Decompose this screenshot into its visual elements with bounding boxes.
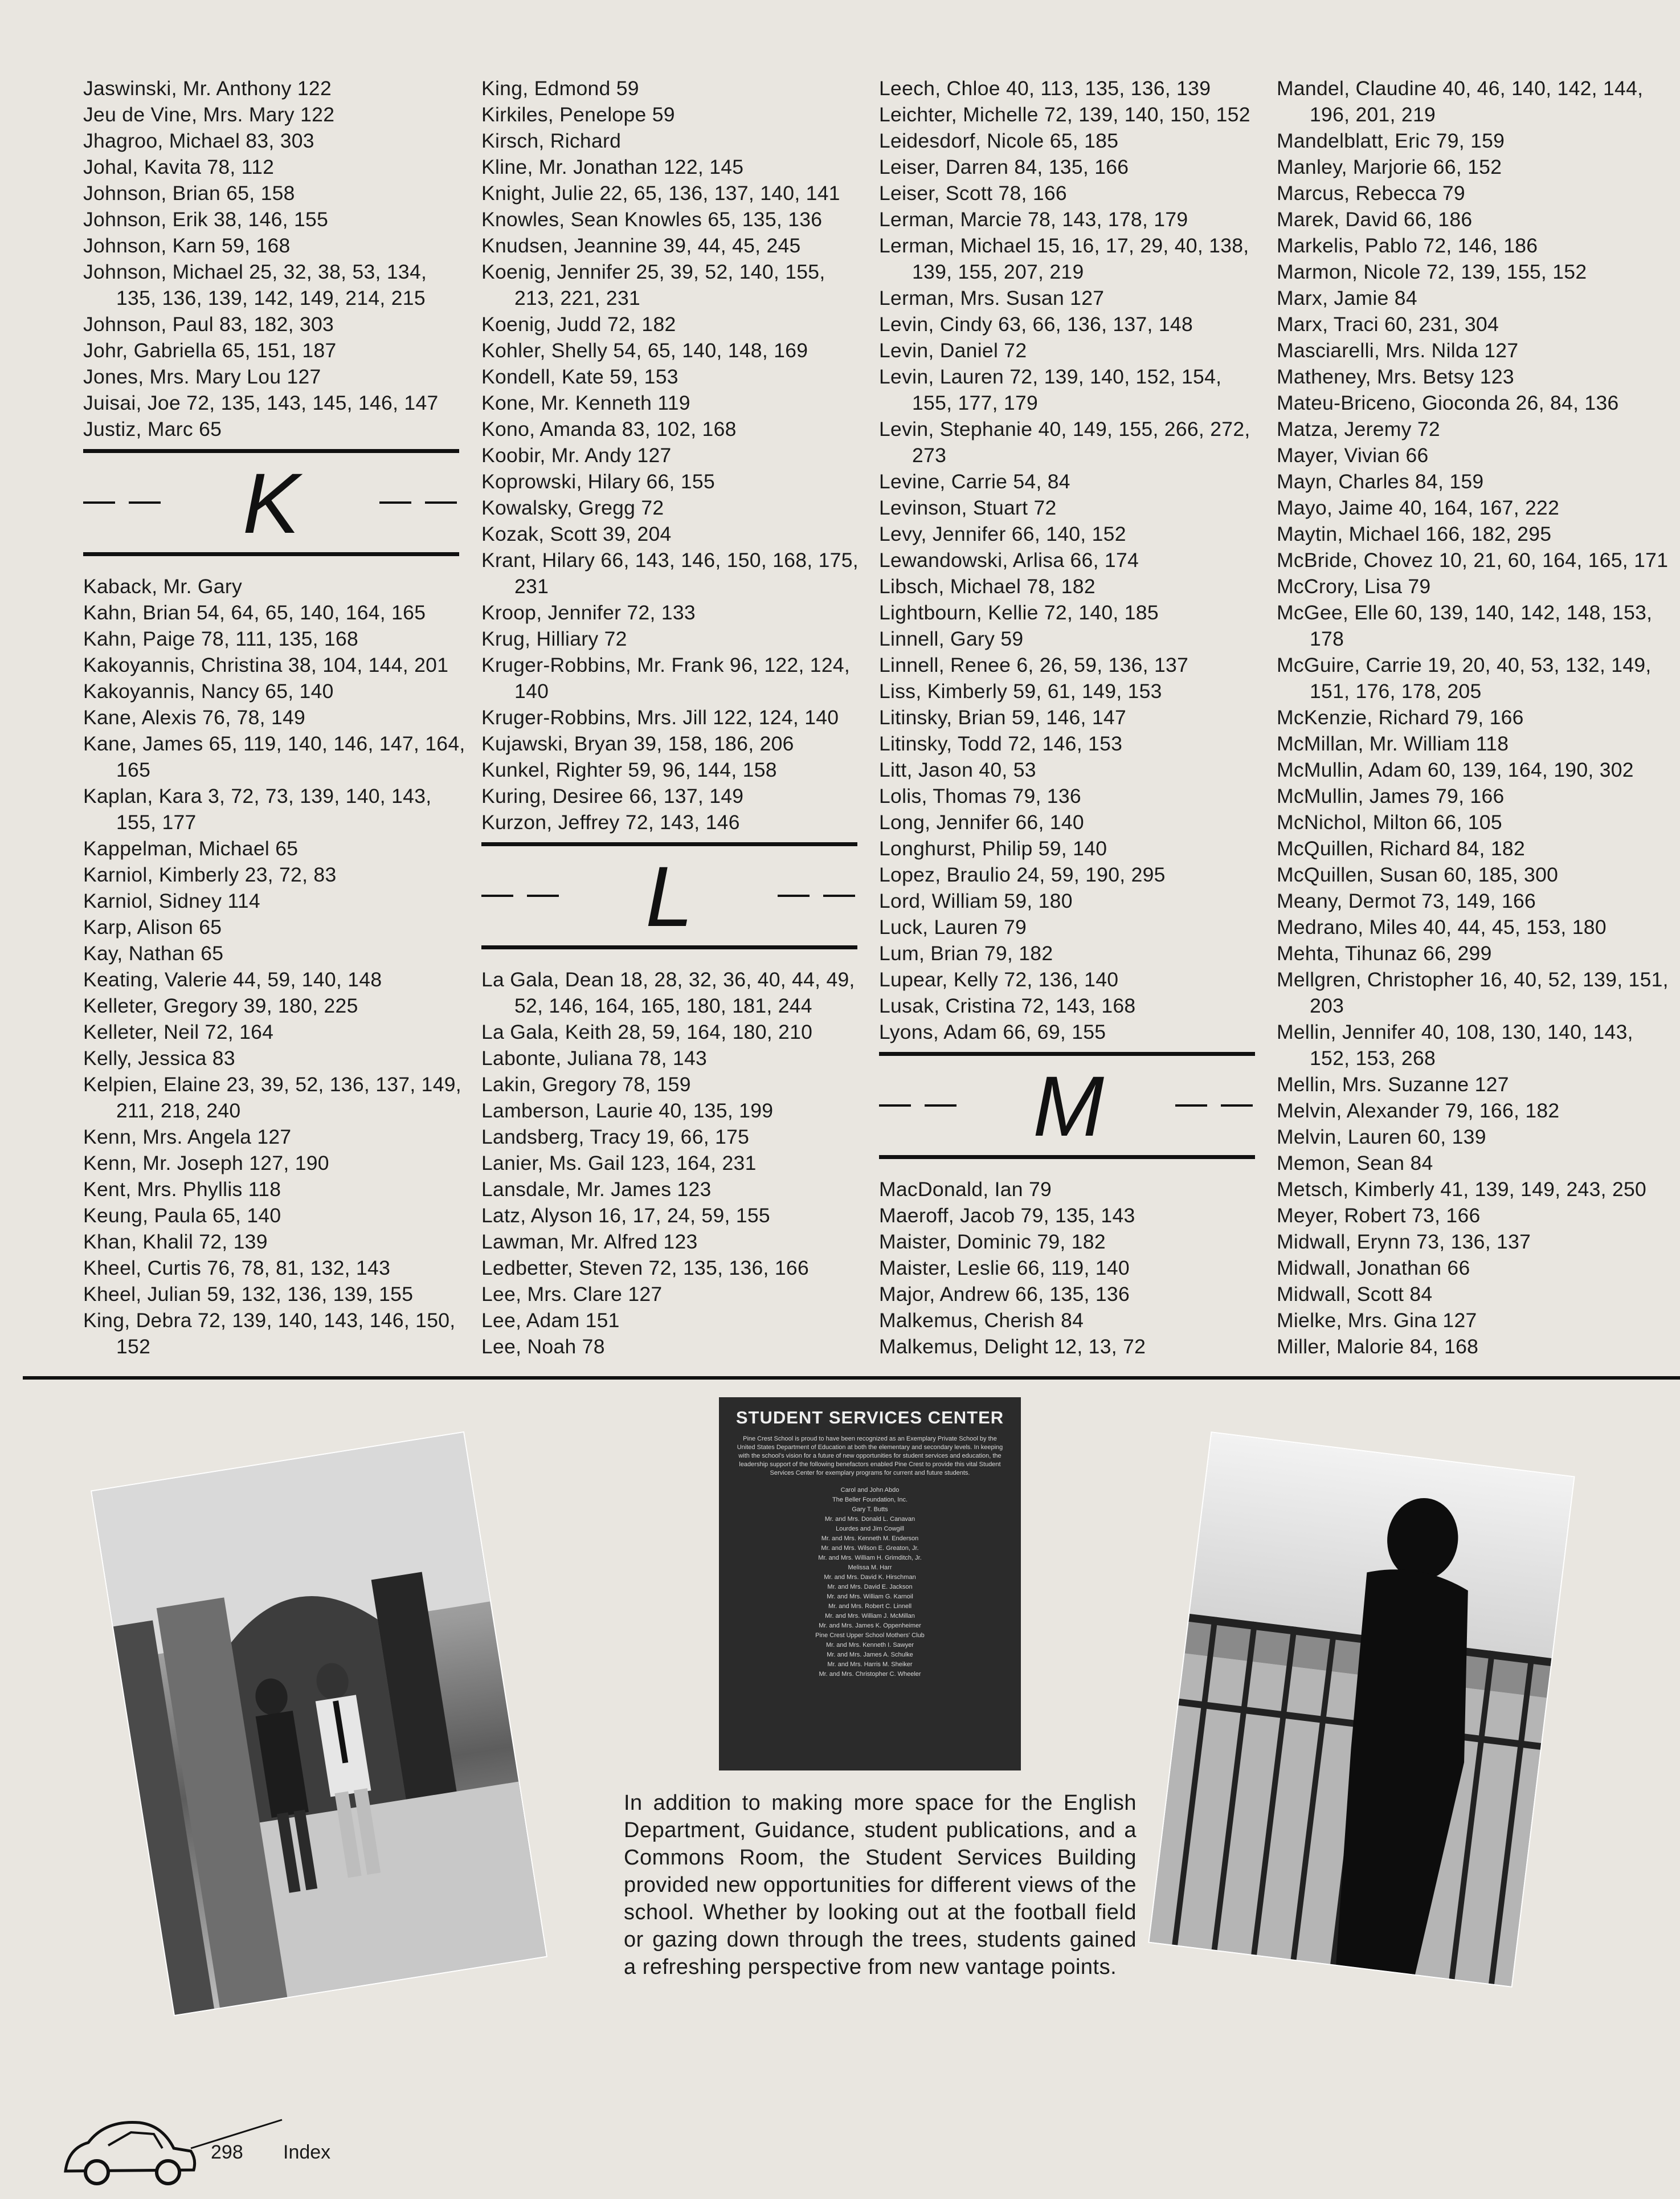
- car-logo-icon: [54, 2103, 293, 2188]
- index-entry: Matheney, Mrs. Betsy 123: [1277, 365, 1514, 388]
- index-entry: Mehta, Tihunaz 66, 299: [1277, 942, 1492, 965]
- index-entry: Krug, Hilliary 72: [481, 627, 627, 650]
- index-entry: Lusak, Cristina 72, 143, 168: [879, 994, 1136, 1017]
- index-entry: Koenig, Jennifer 25, 39, 52, 140, 155, 213, 221, 231: [481, 260, 825, 309]
- index-entry: Mayo, Jaime 40, 164, 167, 222: [1277, 496, 1560, 519]
- index-entry: Lerman, Michael 15, 16, 17, 29, 40, 138, 139, 155, 207, 219: [879, 234, 1249, 283]
- index-entry: Kay, Nathan 65: [83, 942, 224, 965]
- heading-dash: [823, 895, 855, 897]
- index-entry: Mayn, Charles 84, 159: [1277, 470, 1484, 493]
- index-entry: Marcus, Rebecca 79: [1277, 182, 1465, 205]
- index-entry: Keating, Valerie 44, 59, 140, 148: [83, 968, 382, 991]
- index-entry: Lolis, Thomas 79, 136: [879, 785, 1081, 807]
- index-entry: Knowles, Sean Knowles 65, 135, 136: [481, 208, 823, 231]
- index-column-2: [481, 75, 869, 1360]
- page-number: 298: [211, 2141, 243, 2163]
- entry-list: [83, 573, 471, 1360]
- index-entry: Karniol, Sidney 114: [83, 890, 260, 912]
- index-entry: Kane, Alexis 76, 78, 149: [83, 706, 306, 729]
- index-entry: Luck, Lauren 79: [879, 916, 1027, 939]
- heading-rule: [481, 842, 857, 846]
- index-entry: Johnson, Brian 65, 158: [83, 182, 295, 205]
- heading-dash: [481, 895, 513, 897]
- index-entry: Levin, Daniel 72: [879, 339, 1027, 362]
- entry-list: [1277, 75, 1670, 1360]
- index-entry: McGuire, Carrie 19, 20, 40, 53, 132, 149, 151, 176, 178, 205: [1277, 654, 1652, 703]
- index-entry: Kenn, Mrs. Angela 127: [83, 1125, 292, 1148]
- index-entry: Karniol, Kimberly 23, 72, 83: [83, 863, 337, 886]
- index-entry: Lansdale, Mr. James 123: [481, 1178, 712, 1201]
- benefactor-name: Mr. and Mrs. Robert C. Linnell: [828, 1603, 912, 1610]
- entry-list: [83, 75, 471, 442]
- benefactor-name: Mr. and Mrs. Kenneth M. Enderson: [821, 1535, 919, 1542]
- index-entry: Kujawski, Bryan 39, 158, 186, 206: [481, 732, 794, 755]
- heading-dash: [879, 1104, 911, 1107]
- index-entry: Longhurst, Philip 59, 140: [879, 837, 1107, 860]
- index-entry: Knight, Julie 22, 65, 136, 137, 140, 141: [481, 182, 840, 205]
- plaque-names: [719, 1486, 1021, 1679]
- index-entry: Johr, Gabriella 65, 151, 187: [83, 339, 337, 362]
- index-entry: Litinsky, Todd 72, 146, 153: [879, 732, 1123, 755]
- index-entry: Major, Andrew 66, 135, 136: [879, 1283, 1130, 1305]
- photo-students-walking: [92, 1433, 546, 2015]
- index-entry: Kruger-Robbins, Mr. Frank 96, 122, 124, 140: [481, 654, 851, 703]
- index-entry: Levin, Lauren 72, 139, 140, 152, 154, 155, 177, 179: [879, 365, 1222, 414]
- index-entry: La Gala, Keith 28, 59, 164, 180, 210: [481, 1021, 813, 1043]
- index-entry: Lightbourn, Kellie 72, 140, 185: [879, 601, 1159, 624]
- photo-student-at-railing: [1150, 1433, 1574, 1986]
- index-entry: Liss, Kimberly 59, 61, 149, 153: [879, 680, 1162, 703]
- index-entry: Labonte, Juliana 78, 143: [481, 1047, 708, 1070]
- index-entry: Kaback, Mr. Gary: [83, 575, 243, 598]
- benefactor-name: Gary T. Butts: [852, 1506, 888, 1513]
- index-entry: McGee, Elle 60, 139, 140, 142, 148, 153, 178: [1277, 601, 1653, 650]
- entry-list: [481, 966, 869, 1360]
- index-entry: Markelis, Pablo 72, 146, 186: [1277, 234, 1538, 257]
- benefactor-name: Mr. and Mrs. Kenneth I. Sawyer: [825, 1642, 914, 1649]
- index-entry: Levy, Jennifer 66, 140, 152: [879, 523, 1126, 545]
- index-entry: McKenzie, Richard 79, 166: [1277, 706, 1524, 729]
- benefactor-name: Mr. and Mrs. William J. McMillan: [825, 1613, 915, 1619]
- index-entry: Kelpien, Elaine 23, 39, 52, 136, 137, 149, 211, 218, 240: [83, 1073, 461, 1122]
- section-letter: L: [645, 848, 693, 944]
- index-entry: Kunkel, Righter 59, 96, 144, 158: [481, 758, 777, 781]
- letter-heading-m: [879, 1052, 1266, 1159]
- index-entry: Kelleter, Neil 72, 164: [83, 1021, 274, 1043]
- index-column-3: [879, 75, 1266, 1360]
- index-entry: Jhagroo, Michael 83, 303: [83, 129, 314, 152]
- index-entry: Meany, Dermot 73, 149, 166: [1277, 890, 1536, 912]
- index-entry: Khan, Khalil 72, 139: [83, 1230, 268, 1253]
- index-entry: Lee, Adam 151: [481, 1309, 620, 1332]
- index-entry: King, Debra 72, 139, 140, 143, 146, 150, 152: [83, 1309, 456, 1358]
- index-entry: Koobir, Mr. Andy 127: [481, 444, 672, 467]
- index-entry: Kruger-Robbins, Mrs. Jill 122, 124, 140: [481, 706, 839, 729]
- index-entry: Karp, Alison 65: [83, 916, 222, 939]
- index-entry: Kohler, Shelly 54, 65, 140, 148, 169: [481, 339, 808, 362]
- index-entry: Linnell, Renee 6, 26, 59, 136, 137: [879, 654, 1189, 676]
- index-entry: Marx, Jamie 84: [1277, 287, 1417, 309]
- index-entry: Latz, Alyson 16, 17, 24, 59, 155: [481, 1204, 770, 1227]
- section-letter: K: [242, 455, 300, 551]
- entry-list: [481, 75, 869, 835]
- index-entry: McNichol, Milton 66, 105: [1277, 811, 1502, 834]
- index-entry: Kheel, Julian 59, 132, 136, 139, 155: [83, 1283, 414, 1305]
- index-entry: Lord, William 59, 180: [879, 890, 1073, 912]
- index-entry: Kirkiles, Penelope 59: [481, 103, 675, 126]
- index-entry: Leidesdorf, Nicole 65, 185: [879, 129, 1119, 152]
- heading-dash: [83, 501, 115, 504]
- index-entry: Kono, Amanda 83, 102, 168: [481, 418, 737, 440]
- index-entry: Libsch, Michael 78, 182: [879, 575, 1096, 598]
- index-entry: Matza, Jeremy 72: [1277, 418, 1440, 440]
- index-entry: Manley, Marjorie 66, 152: [1277, 156, 1502, 178]
- benefactor-name: Mr. and Mrs. David E. Jackson: [827, 1584, 913, 1590]
- index-entry: Levinson, Stuart 72: [879, 496, 1057, 519]
- benefactor-name: Melissa M. Harr: [848, 1564, 892, 1571]
- index-entry: Knudsen, Jeannine 39, 44, 45, 245: [481, 234, 801, 257]
- index-entry: Miller, Malorie 84, 168: [1277, 1335, 1479, 1358]
- index-entry: Lamberson, Laurie 40, 135, 199: [481, 1099, 774, 1122]
- index-entry: Mandel, Claudine 40, 46, 140, 142, 144, 196, 201, 219: [1277, 77, 1644, 126]
- heading-dash: [527, 895, 559, 897]
- benefactor-name: Mr. and Mrs. William H. Grimditch, Jr.: [818, 1555, 922, 1561]
- index-entry: Ledbetter, Steven 72, 135, 136, 166: [481, 1256, 810, 1279]
- heading-dash: [1221, 1104, 1253, 1107]
- index-entry: Kahn, Paige 78, 111, 135, 168: [83, 627, 359, 650]
- index-entry: Mielke, Mrs. Gina 127: [1277, 1309, 1477, 1332]
- index-entry: McQuillen, Susan 60, 185, 300: [1277, 863, 1559, 886]
- index-entry: Lawman, Mr. Alfred 123: [481, 1230, 698, 1253]
- index-entry: King, Edmond 59: [481, 77, 639, 100]
- index-entry: Lyons, Adam 66, 69, 155: [879, 1021, 1106, 1043]
- index-entry: Kurzon, Jeffrey 72, 143, 146: [481, 811, 740, 834]
- index-entry: McMullin, Adam 60, 139, 164, 190, 302: [1277, 758, 1634, 781]
- index-column-4: [1277, 75, 1670, 1360]
- index-entry: Mateu-Briceno, Gioconda 26, 84, 136: [1277, 391, 1619, 414]
- index-entry: Leech, Chloe 40, 113, 135, 136, 139: [879, 77, 1211, 100]
- index-entry: Koenig, Judd 72, 182: [481, 313, 676, 336]
- index-entry: Medrano, Miles 40, 44, 45, 153, 180: [1277, 916, 1607, 939]
- photo-illustration: [1150, 1433, 1574, 1986]
- heading-dash: [1175, 1104, 1207, 1107]
- index-entry: Litinsky, Brian 59, 146, 147: [879, 706, 1127, 729]
- index-entry: McMullin, James 79, 166: [1277, 785, 1505, 807]
- index-entry: Krant, Hilary 66, 143, 146, 150, 168, 175, 231: [481, 549, 859, 598]
- index-entry: Maister, Dominic 79, 182: [879, 1230, 1106, 1253]
- index-entry: Kakoyannis, Christina 38, 104, 144, 201: [83, 654, 449, 676]
- index-entry: Kappelman, Michael 65: [83, 837, 299, 860]
- index-entry: Kent, Mrs. Phyllis 118: [83, 1178, 281, 1201]
- plaque-title: STUDENT SERVICES CENTER: [735, 1407, 1004, 1427]
- letter-heading-l: [481, 842, 869, 949]
- index-entry: Jaswinski, Mr. Anthony 122: [83, 77, 332, 100]
- index-entry: MacDonald, Ian 79: [879, 1178, 1052, 1201]
- index-entry: Kaplan, Kara 3, 72, 73, 139, 140, 143, 155, 177: [83, 785, 432, 834]
- benefactor-name: Mr. and Mrs. Donald L. Canavan: [824, 1516, 915, 1523]
- index-entry: Lerman, Mrs. Susan 127: [879, 287, 1105, 309]
- letter-heading-k: [83, 449, 471, 556]
- index-entry: Metsch, Kimberly 41, 139, 149, 243, 250: [1277, 1178, 1647, 1201]
- index-entry: Melvin, Alexander 79, 166, 182: [1277, 1099, 1560, 1122]
- index-entry: Marmon, Nicole 72, 139, 155, 152: [1277, 260, 1587, 283]
- heading-dash: [425, 501, 457, 504]
- index-entry: McCrory, Lisa 79: [1277, 575, 1431, 598]
- index-entry: Kane, James 65, 119, 140, 146, 147, 164, 165: [83, 732, 465, 781]
- index-entry: Lum, Brian 79, 182: [879, 942, 1053, 965]
- index-entry: Kozak, Scott 39, 204: [481, 523, 672, 545]
- heading-dash: [925, 1104, 957, 1107]
- index-entry: Masciarelli, Mrs. Nilda 127: [1277, 339, 1519, 362]
- index-entry: Marek, David 66, 186: [1277, 208, 1473, 231]
- index-entry: Mellin, Mrs. Suzanne 127: [1277, 1073, 1509, 1096]
- index-entry: Levin, Stephanie 40, 149, 155, 266, 272, 273: [879, 418, 1250, 467]
- index-entry: Juisai, Joe 72, 135, 143, 145, 146, 147: [83, 391, 439, 414]
- index-entry: Kheel, Curtis 76, 78, 81, 132, 143: [83, 1256, 391, 1279]
- index-entry: Midwall, Erynn 73, 136, 137: [1277, 1230, 1531, 1253]
- benefactor-name: Carol and John Abdo: [840, 1487, 900, 1494]
- index-entry: Kuring, Desiree 66, 137, 149: [481, 785, 744, 807]
- heading-dash: [379, 501, 411, 504]
- index-entry: Kenn, Mr. Joseph 127, 190: [83, 1152, 329, 1174]
- heading-rule: [481, 945, 857, 949]
- index-entry: Mellin, Jennifer 40, 108, 130, 140, 143, 152, 153, 268: [1277, 1021, 1633, 1070]
- index-column-1: [83, 75, 471, 1360]
- index-entry: Lanier, Ms. Gail 123, 164, 231: [481, 1152, 757, 1174]
- photo-caption: In addition to making more space for the English Department, Guidance, student publications, and a Commons Room, the Student Services Building provided new opportunities for different views of the school. Whether by looking out at the football field or gazing down through the trees, students gained a refreshing perspective from new vantage points.: [624, 1791, 1137, 1979]
- index-entry: Mandelblatt, Eric 79, 159: [1277, 129, 1505, 152]
- benefactor-name: Mr. and Mrs. James A. Schulke: [827, 1651, 913, 1658]
- index-entry: Midwall, Scott 84: [1277, 1283, 1433, 1305]
- index-entry: Kahn, Brian 54, 64, 65, 140, 164, 165: [83, 601, 426, 624]
- heading-dash: [129, 501, 161, 504]
- heading-rule: [83, 449, 459, 453]
- index-entry: Kelly, Jessica 83: [83, 1047, 235, 1070]
- index-entry: Malkemus, Delight 12, 13, 72: [879, 1335, 1146, 1358]
- index-entry: Lakin, Gregory 78, 159: [481, 1073, 691, 1096]
- benefactor-name: Pine Crest Upper School Mothers' Club: [815, 1632, 925, 1639]
- index-entry: Levine, Carrie 54, 84: [879, 470, 1070, 493]
- index-entry: Litt, Jason 40, 53: [879, 758, 1036, 781]
- index-entry: Kakoyannis, Nancy 65, 140: [83, 680, 334, 703]
- index-entry: Kondell, Kate 59, 153: [481, 365, 678, 388]
- entry-list: [879, 1176, 1266, 1360]
- section-letter: M: [1033, 1058, 1105, 1154]
- index-entry: Maytin, Michael 166, 182, 295: [1277, 523, 1552, 545]
- index-entry: Kline, Mr. Jonathan 122, 145: [481, 156, 744, 178]
- plaque-intro: Pine Crest School is proud to have been recognized as an Exemplary Private School by the United States Department of Education at both the elementary and secondary levels. In keeping with the school's vision for a future of new opportunities for student services and education, the leadership support of the following benefactors enabled Pine Crest to provide this vital Student Services Center for exemplary programs for current and future students.: [737, 1435, 1003, 1476]
- index-entry: Maeroff, Jacob 79, 135, 143: [879, 1204, 1135, 1227]
- index-entry: Jeu de Vine, Mrs. Mary 122: [83, 103, 335, 126]
- index-entry: Lopez, Braulio 24, 59, 190, 295: [879, 863, 1166, 886]
- index-entry: McBride, Chovez 10, 21, 60, 164, 165, 171: [1277, 549, 1669, 572]
- index-entry: Kelleter, Gregory 39, 180, 225: [83, 994, 358, 1017]
- index-entry: Leiser, Scott 78, 166: [879, 182, 1067, 205]
- index-entry: Melvin, Lauren 60, 139: [1277, 1125, 1486, 1148]
- entry-list: [879, 75, 1266, 1045]
- index-entry: Lupear, Kelly 72, 136, 140: [879, 968, 1119, 991]
- index-entry: Johnson, Paul 83, 182, 303: [83, 313, 334, 336]
- index-entry: Lerman, Marcie 78, 143, 178, 179: [879, 208, 1188, 231]
- index-entry: Lee, Noah 78: [481, 1335, 605, 1358]
- index-entry: Johal, Kavita 78, 112: [83, 156, 275, 178]
- index-entry: Kone, Mr. Kenneth 119: [481, 391, 690, 414]
- benefactor-name: The Beller Foundation, Inc.: [832, 1496, 908, 1503]
- index-entry: Levin, Cindy 63, 66, 136, 137, 148: [879, 313, 1193, 336]
- heading-rule: [879, 1155, 1255, 1159]
- heading-dash: [778, 895, 810, 897]
- index-entry: Koprowski, Hilary 66, 155: [481, 470, 716, 493]
- index-entry: Maister, Leslie 66, 119, 140: [879, 1256, 1130, 1279]
- photo-illustration: [92, 1433, 546, 2015]
- index-entry: Marx, Traci 60, 231, 304: [1277, 313, 1499, 336]
- benefactor-name: Mr. and Mrs. Christopher C. Wheeler: [819, 1671, 921, 1678]
- index-entry: Jones, Mrs. Mary Lou 127: [83, 365, 321, 388]
- index-entry: McMillan, Mr. William 118: [1277, 732, 1509, 755]
- benefactor-name: Mr. and Mrs. David K. Hirschman: [824, 1574, 916, 1581]
- index-entry: Kirsch, Richard: [481, 129, 622, 152]
- index-entry: McQuillen, Richard 84, 182: [1277, 837, 1525, 860]
- index-entry: Johnson, Erik 38, 146, 155: [83, 208, 329, 231]
- index-entry: Midwall, Jonathan 66: [1277, 1256, 1470, 1279]
- index-entry: Johnson, Karn 59, 168: [83, 234, 291, 257]
- benefactor-name: Mr. and Mrs. Wilson E. Greaton, Jr.: [821, 1545, 919, 1552]
- index-entry: Kowalsky, Gregg 72: [481, 496, 664, 519]
- benefactor-name: Mr. and Mrs. Harris M. Sheiker: [827, 1661, 913, 1668]
- index-entry: Malkemus, Cherish 84: [879, 1309, 1084, 1332]
- index-entry: Lewandowski, Arlisa 66, 174: [879, 549, 1139, 572]
- index-entry: Meyer, Robert 73, 166: [1277, 1204, 1481, 1227]
- section-label: Index: [283, 2141, 331, 2163]
- index-entry: Kroop, Jennifer 72, 133: [481, 601, 696, 624]
- index-entry: Leiser, Darren 84, 135, 166: [879, 156, 1129, 178]
- benefactor-name: Lourdes and Jim Cowgill: [836, 1525, 904, 1532]
- index-entry: Justiz, Marc 65: [83, 418, 222, 440]
- index-entry: La Gala, Dean 18, 28, 32, 36, 40, 44, 49, 52, 146, 164, 165, 180, 181, 244: [481, 968, 855, 1017]
- index-entry: Mayer, Vivian 66: [1277, 444, 1429, 467]
- index-entry: Lee, Mrs. Clare 127: [481, 1283, 663, 1305]
- student-services-plaque: [719, 1397, 1021, 1770]
- index-entry: Long, Jennifer 66, 140: [879, 811, 1084, 834]
- index-entry: Keung, Paula 65, 140: [83, 1204, 281, 1227]
- index-entry: Mellgren, Christopher 16, 40, 52, 139, 151, 203: [1277, 968, 1669, 1017]
- heading-rule: [879, 1052, 1255, 1056]
- index-entry: Landsberg, Tracy 19, 66, 175: [481, 1125, 750, 1148]
- section-divider: [23, 1376, 1680, 1380]
- index-entry: Memon, Sean 84: [1277, 1152, 1433, 1174]
- index-entry: Linnell, Gary 59: [879, 627, 1024, 650]
- index-entry: Johnson, Michael 25, 32, 38, 53, 134, 135, 136, 139, 142, 149, 214, 215: [83, 260, 427, 309]
- index-entry: Leichter, Michelle 72, 139, 140, 150, 152: [879, 103, 1250, 126]
- benefactor-name: Mr. and Mrs. William G. Karnoil: [827, 1593, 913, 1600]
- heading-rule: [83, 552, 459, 556]
- benefactor-name: Mr. and Mrs. James K. Oppenheimer: [819, 1622, 921, 1629]
